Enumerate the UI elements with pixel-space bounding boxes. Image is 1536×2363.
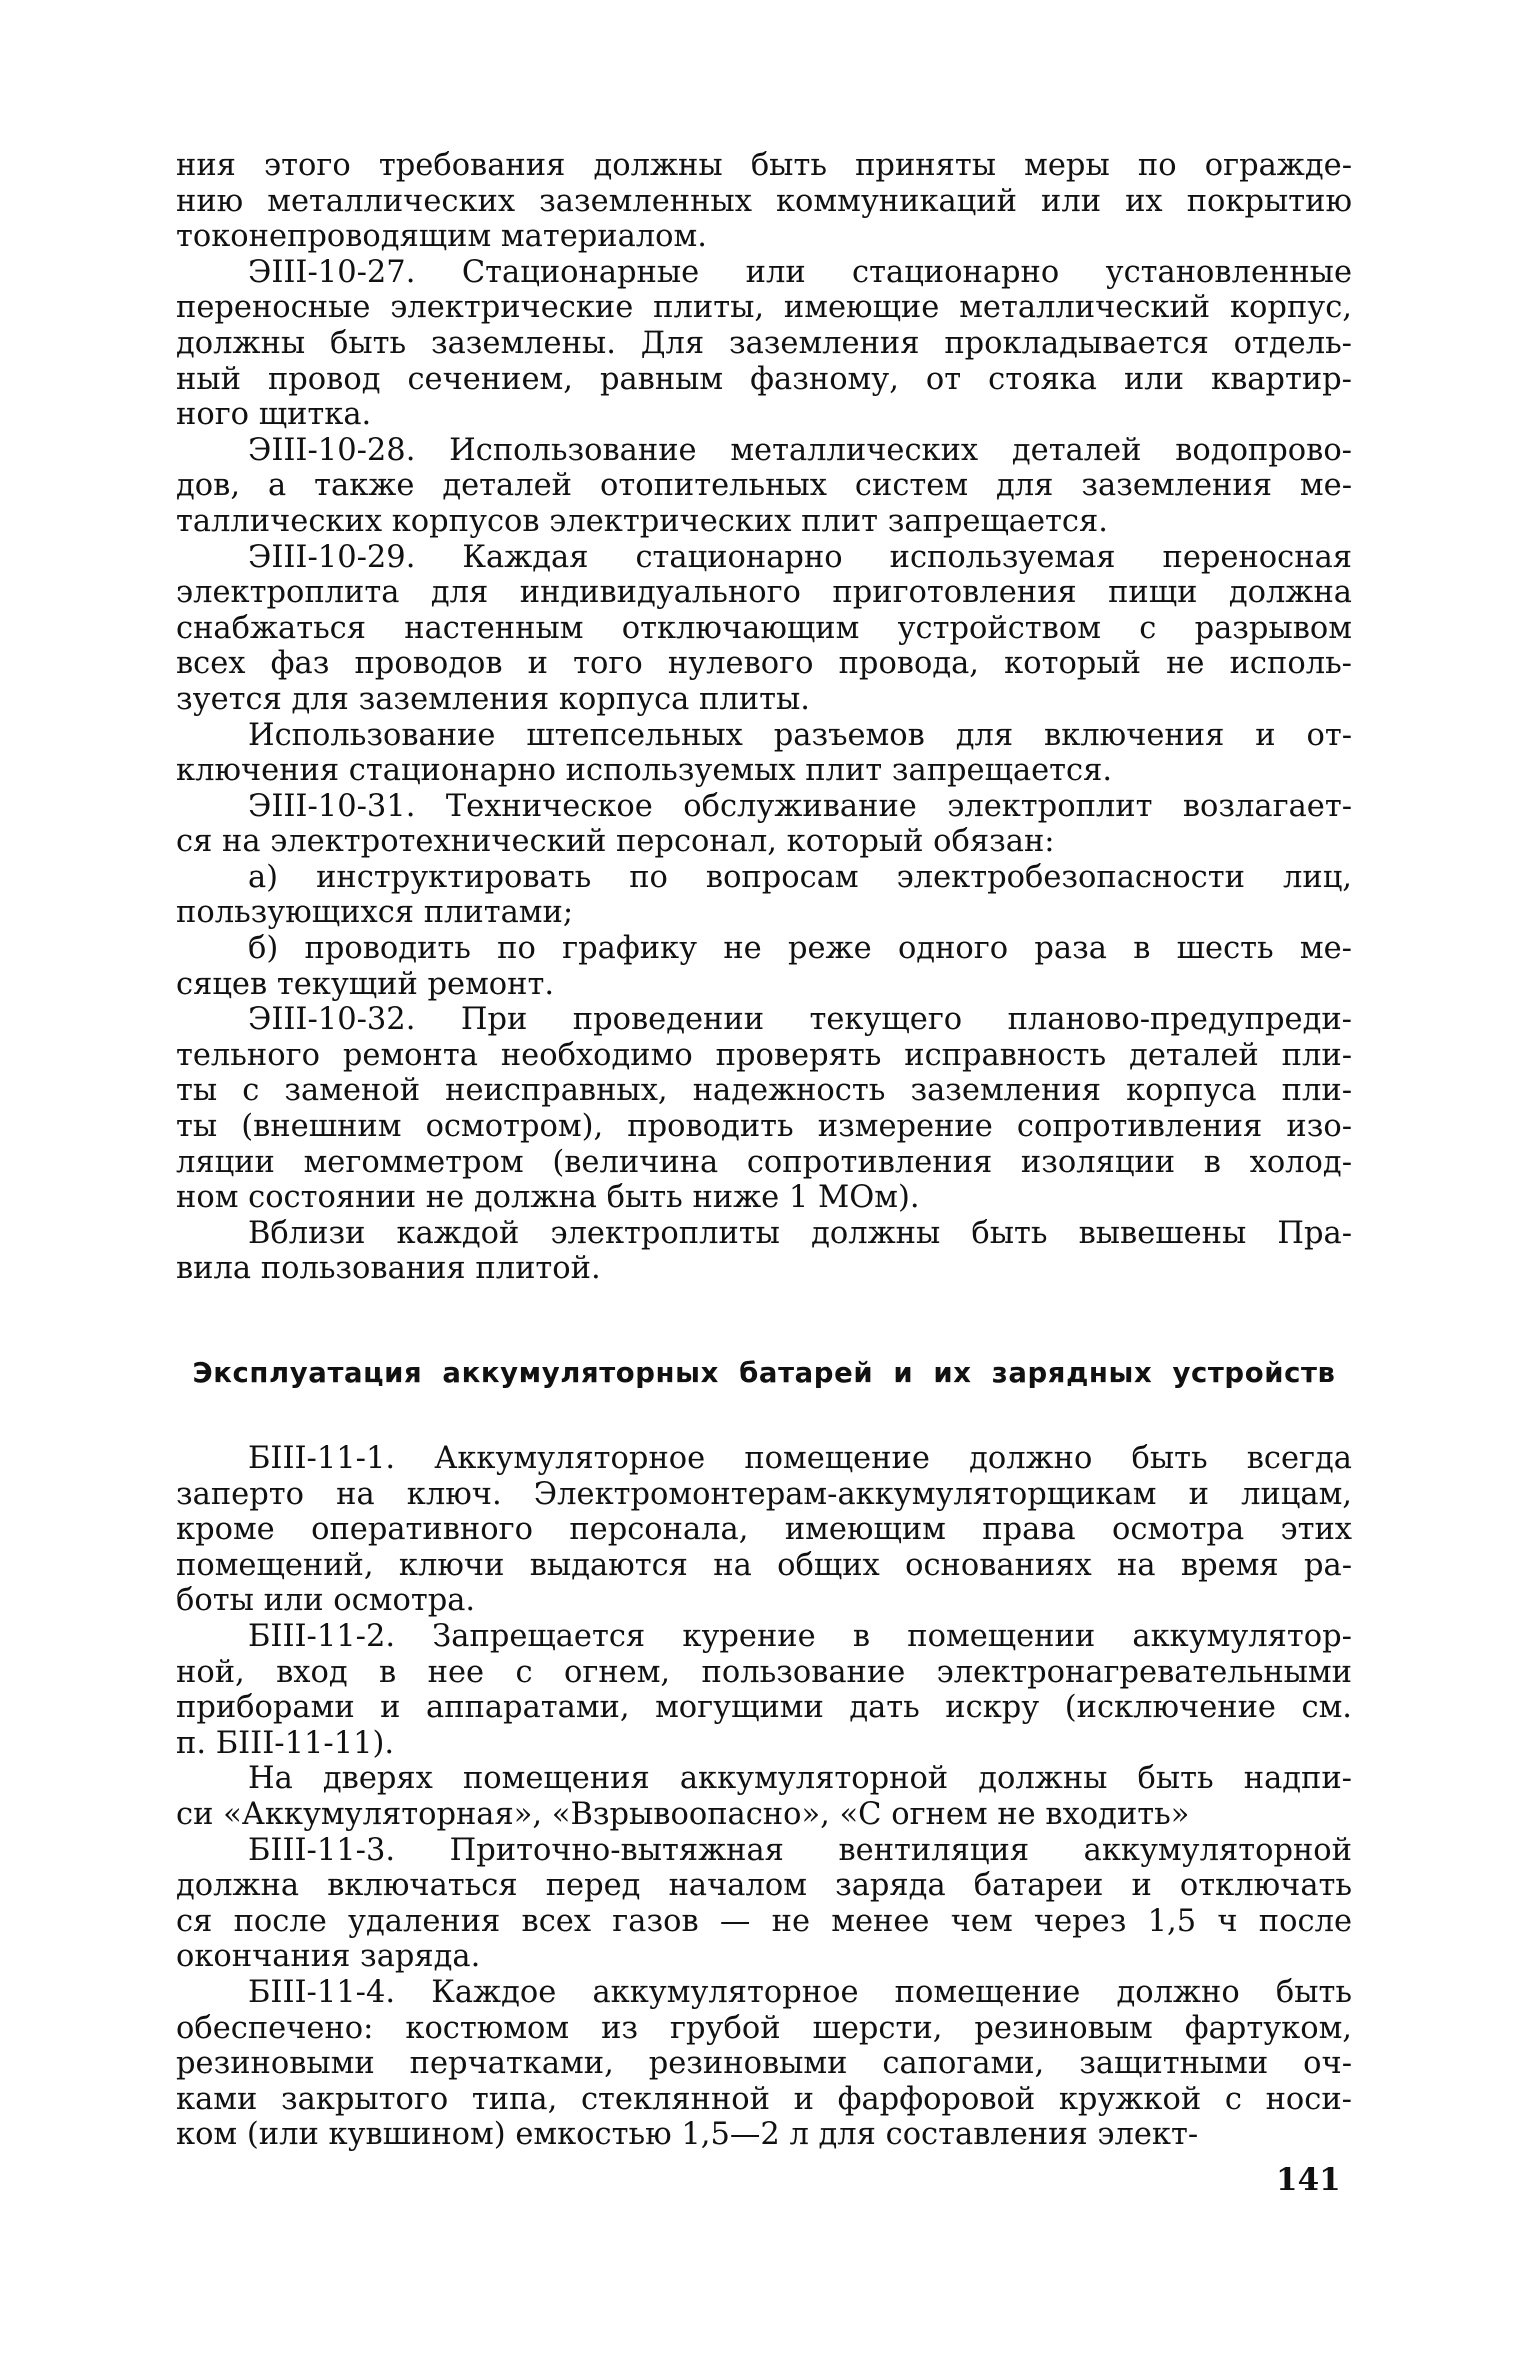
text-line: должны быть заземлены. Для заземления прокладывается отдель- xyxy=(176,325,1352,361)
text-line: БIII-11-4. Каждое аккумуляторное помещение должно быть xyxy=(248,1974,1352,2010)
section-heading: Эксплуатация аккумуляторных батарей и их зарядных устройств xyxy=(192,1357,1336,1389)
text-line: ками закрытого типа, стеклянной и фарфоровой кружкой с носи- xyxy=(176,2081,1352,2117)
text-line: заперто на ключ. Электромонтерам-аккумуляторщикам и лицам, xyxy=(176,1476,1352,1512)
text-line: ЭIII-10-32. При проведении текущего планово-предупреди- xyxy=(248,1002,1352,1038)
text-line: ся после удаления всех газов — не менее чем через 1,5 ч после xyxy=(176,1903,1352,1939)
paragraph-b3-11-2 xyxy=(176,1619,1352,1761)
book-page xyxy=(176,148,1352,2153)
text-line: п. БIII-11-11). xyxy=(176,1725,395,1761)
text-line: ся на электротехнический персонал, который обязан: xyxy=(176,824,1055,860)
text-line: резиновыми перчатками, резиновыми сапогами, защитными оч- xyxy=(176,2046,1352,2082)
text-line: таллических корпусов электрических плит запрещается. xyxy=(176,503,1108,539)
text-line: БIII-11-3. Приточно-вытяжная вентиляция аккумуляторной xyxy=(248,1832,1352,1868)
text-line: ния этого требования должны быть приняты меры по огражде- xyxy=(176,148,1352,183)
page-number: 141 xyxy=(1276,2162,1341,2198)
text-line: должна включаться перед началом заряда батареи и отключать xyxy=(176,1868,1352,1904)
text-line: ЭIII-10-28. Использование металлических деталей водопрово- xyxy=(248,432,1352,468)
text-line: тельного ремонта необходимо проверять исправность деталей пли- xyxy=(176,1037,1352,1073)
paragraph-rules-posted xyxy=(176,1216,1352,1287)
text-line: ты (внешним осмотром), проводить измерение сопротивления изо- xyxy=(176,1109,1352,1145)
text-line: ком (или кувшином) емкостью 1,5—2 л для составления элект- xyxy=(176,2117,1199,2153)
text-line: кроме оперативного персонала, имеющим права осмотра этих xyxy=(176,1512,1352,1548)
text-line: пользующихся плитами; xyxy=(176,895,574,931)
text-line: На дверях помещения аккумуляторной должны быть надпи- xyxy=(248,1761,1352,1797)
text-line: обеспечено: костюмом из грубой шерсти, резиновым фартуком, xyxy=(176,2010,1352,2046)
list-item-a xyxy=(176,860,1352,931)
text-line: си «Аккумуляторная», «Взрывоопасно», «С огнем не входить» xyxy=(176,1796,1190,1832)
text-line: а) инструктировать по вопросам электробезопасности лиц, xyxy=(248,859,1352,895)
text-line: вила пользования плитой. xyxy=(176,1251,601,1287)
paragraph-plug-connectors xyxy=(176,718,1352,789)
text-line: переносные электрические плиты, имеющие металлический корпус, xyxy=(176,290,1352,326)
paragraph-e3-10-32 xyxy=(176,1002,1352,1216)
text-line: ного щитка. xyxy=(176,397,372,433)
text-line: ной, вход в нее с огнем, пользование электронагревательными xyxy=(176,1654,1352,1690)
text-line: БIII-11-1. Аккумуляторное помещение должно быть всегда xyxy=(248,1441,1352,1476)
text-line: токонепроводящим материалом. xyxy=(176,219,707,255)
text-line: БIII-11-2. Запрещается курение в помещении аккумулятор- xyxy=(248,1618,1352,1654)
text-line: ЭIII-10-31. Техническое обслуживание электроплит возлагает- xyxy=(248,788,1352,824)
text-line: окончания заряда. xyxy=(176,1939,481,1975)
text-line: ЭIII-10-27. Стационарные или стационарно установленные xyxy=(248,254,1352,290)
text-line: зуется для заземления корпуса плиты. xyxy=(176,681,810,717)
text-line: снабжаться настенным отключающим устройством с разрывом xyxy=(176,610,1352,646)
text-line: всех фаз проводов и того нулевого провода, который не исполь- xyxy=(176,646,1352,682)
paragraph-continuation xyxy=(176,148,1352,255)
text-line: ты с заменой неисправных, надежность заземления корпуса пли- xyxy=(176,1073,1352,1109)
text-line: Использование штепсельных разъемов для включения и от- xyxy=(248,717,1352,753)
text-line: ЭIII-10-29. Каждая стационарно используемая переносная xyxy=(248,539,1352,575)
text-line: помещений, ключи выдаются на общих основаниях на время ра- xyxy=(176,1547,1352,1583)
text-line: электроплита для индивидуального приготовления пищи должна xyxy=(176,575,1352,611)
text-line: ный провод сечением, равным фазному, от стояка или квартир- xyxy=(176,361,1352,397)
paragraph-e3-10-28 xyxy=(176,433,1352,540)
list-item-b xyxy=(176,931,1352,1002)
text-before-heading xyxy=(176,148,1352,1287)
text-line: нию металлических заземленных коммуникаций или их покрытию xyxy=(176,183,1352,219)
paragraph-b3-11-1 xyxy=(176,1441,1352,1619)
paragraph-e3-10-27 xyxy=(176,255,1352,433)
text-line: боты или осмотра. xyxy=(176,1583,476,1619)
text-line: ляции мегомметром (величина сопротивления изоляции в холод- xyxy=(176,1144,1352,1180)
text-line: дов, а также деталей отопительных систем для заземления ме- xyxy=(176,468,1352,504)
text-line: ключения стационарно используемых плит запрещается. xyxy=(176,753,1113,789)
paragraph-e3-10-29 xyxy=(176,540,1352,718)
text-line: ном состоянии не должна быть ниже 1 МОм). xyxy=(176,1180,920,1216)
paragraph-e3-10-31 xyxy=(176,789,1352,860)
paragraph-door-signs xyxy=(176,1761,1352,1832)
text-line: б) проводить по графику не реже одного раза в шесть ме- xyxy=(248,931,1352,967)
paragraph-b3-11-4 xyxy=(176,1975,1352,2153)
text-line: сяцев текущий ремонт. xyxy=(176,966,555,1002)
paragraph-b3-11-3 xyxy=(176,1833,1352,1975)
text-line: Вблизи каждой электроплиты должны быть вывешены Пра- xyxy=(248,1215,1352,1251)
text-line: приборами и аппаратами, могущими дать искру (исключение см. xyxy=(176,1690,1352,1726)
text-after-heading xyxy=(176,1441,1352,2153)
